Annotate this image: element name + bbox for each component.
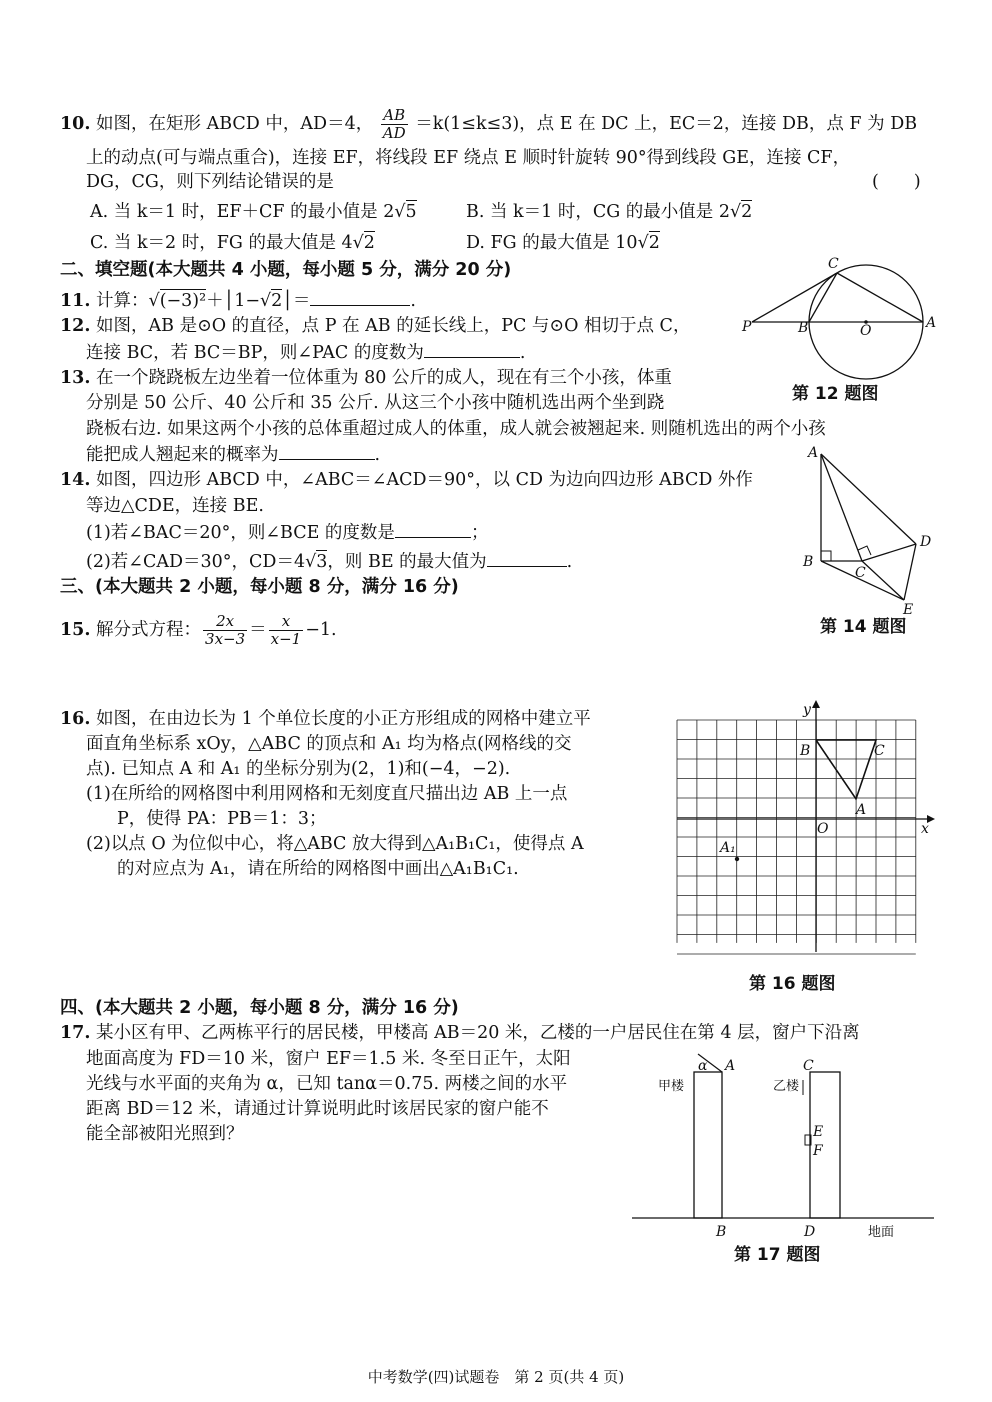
fig17-label-a: A (725, 1058, 736, 1074)
fig16-label-y: y (803, 702, 811, 718)
q10-line2: 上的动点(可与端点重合)，连接 EF，将线段 EF 绕点 E 顺时针旋转 90°得到线段 GE，连接 CF， (86, 148, 851, 168)
q11-line: 11. 计算：√(−3)²＋│1−√2│＝ . (60, 291, 416, 311)
q14-line1: 14. 如图，四边形 ABCD 中，∠ABC＝∠ACD＝90°，以 CD 为边向四边形 ABCD 外作 (60, 470, 753, 490)
fig12-label-p: P (742, 319, 752, 335)
q10-line3: DG，CG，则下列结论错误的是 (86, 172, 334, 192)
q16-sub1a: (1)在所给的网格图中利用网格和无刻度直尺描出边 AB 上一点 (86, 784, 568, 804)
figure-17 (630, 1050, 940, 1260)
q14-sub1: (1)若∠BAC＝20°，则∠BCE 的度数是 ； (86, 523, 489, 543)
q10-option-a: A. 当 k＝1 时，EF＋CF 的最小值是 2√5 (90, 202, 417, 222)
fig12-label-o: O (860, 323, 872, 339)
fig16-label-c: C (874, 743, 885, 759)
fig16-label-a: A (856, 802, 867, 818)
q12-answer-blank[interactable] (424, 341, 520, 358)
fig17-label-yi: 乙楼 (773, 1079, 800, 1094)
figure-12 (740, 255, 940, 375)
fig12-caption: 第 12 题图 (792, 384, 879, 404)
q13-answer-blank[interactable] (279, 443, 375, 460)
q17-line5: 能全部被阳光照到？ (86, 1124, 244, 1144)
q10-fraction: $\frac{AB}{AD}$ (382, 106, 406, 142)
fig14-label-b: B (803, 554, 814, 570)
q16-line1: 16. 如图，在由边长为 1 个单位长度的小正方形组成的网格中建立平 (60, 709, 591, 729)
page-footer: 中考数学(四)试题卷 第 2 页(共 4 页) (367, 1368, 625, 1386)
fig16-label-x: x (921, 821, 929, 837)
q17-line1: 17. 某小区有甲、乙两栋平行的居民楼，甲楼高 AB＝20 米，乙楼的一户居民住在第 4 层，窗户下沿离 (60, 1023, 860, 1043)
fig17-label-d: D (804, 1224, 816, 1240)
fig17-label-e: E (813, 1124, 824, 1140)
q10-option-b: B. 当 k＝1 时，CG 的最小值是 2√2 (466, 202, 753, 222)
q15-line: 15. 解分式方程： $\frac{2x}{3x-3}$ ＝ $\frac{x}{x-1}$ −1. (60, 612, 337, 648)
figure-14 (800, 440, 940, 620)
q16-line2: 面直角坐标系 xOy，△ABC 的顶点和 A₁ 均为格点(网格线的交 (86, 734, 572, 754)
section-3-heading: 三、(本大题共 2 小题，每小题 8 分，满分 16 分) (60, 577, 459, 597)
fig17-label-b: B (716, 1224, 727, 1240)
fig12-label-b: B (798, 320, 809, 336)
q13-line3: 跷板右边. 如果这两个小孩的总体重超过成人的体重，成人就会被翘起来. 则随机选出的两个小孩 (86, 419, 826, 439)
q13-line1: 13. 在一个跷跷板左边坐着一位体重为 80 公斤的成人，现在有三个小孩，体重 (60, 368, 672, 388)
fig17-caption: 第 17 题图 (734, 1245, 821, 1265)
fig16-caption: 第 16 题图 (749, 974, 836, 994)
fig14-label-c: C (855, 565, 866, 581)
q14-sub1-answer-blank[interactable] (395, 521, 471, 538)
section-4-heading: 四、(本大题共 2 小题，每小题 8 分，满分 16 分) (60, 998, 459, 1018)
fig14-label-e: E (903, 602, 914, 618)
q14-sub2-answer-blank[interactable] (487, 550, 567, 567)
q17-line2: 地面高度为 FD＝10 米，窗户 EF＝1.5 米. 冬至日正午，太阳 (86, 1049, 571, 1069)
q12-line1: 12. 如图，AB 是⊙O 的直径，点 P 在 AB 的延长线上，PC 与⊙O 相切于点 C， (60, 316, 691, 336)
figure-16-grid (665, 700, 935, 960)
q10-line1: 10. 如图，在矩形 ABCD 中，AD＝4， $\frac{AB}{AD}$ ＝k(1≤k≤3)，点 E 在 DC 上，EC＝2，连接 DB，点 F 为 DB (60, 106, 918, 142)
q12-line2: 连接 BC，若 BC＝BP，则∠PAC 的度数为 . (86, 343, 526, 363)
fig14-caption: 第 14 题图 (820, 617, 907, 637)
fig16-label-b: B (800, 743, 811, 759)
fig16-label-o: O (817, 821, 829, 837)
fig17-label-jia: 甲楼 (658, 1079, 685, 1094)
q11-answer-blank[interactable] (310, 289, 410, 306)
section-2-heading: 二、填空题(本大题共 4 小题，每小题 5 分，满分 20 分) (60, 260, 512, 280)
fig16-label-a1: A₁ (720, 840, 736, 856)
q16-sub2b: 的对应点为 A₁，请在所给的网格图中画出△A₁B₁C₁. (117, 859, 519, 879)
fig17-label-c: C (803, 1058, 814, 1074)
fig14-label-a: A (808, 445, 819, 461)
fig17-label-ground: 地面 (868, 1225, 895, 1240)
fig14-label-d: D (920, 534, 932, 550)
q13-line2: 分别是 50 公斤、40 公斤和 35 公斤. 从这三个小孩中随机选出两个坐到跷 (86, 393, 665, 413)
q14-line2: 等边△CDE，连接 BE. (86, 496, 264, 516)
q10-answer-bracket: ( ) (872, 172, 921, 192)
fig12-label-c: C (828, 256, 839, 272)
q16-line3: 点). 已知点 A 和 A₁ 的坐标分别为(2，1)和(−4，−2). (86, 759, 511, 779)
q16-sub2a: (2)以点 O 为位似中心，将△ABC 放大得到△A₁B₁C₁，使得点 A (86, 834, 584, 854)
q17-line4: 距离 BD＝12 米，请通过计算说明此时该居民家的窗户能不 (86, 1099, 549, 1119)
q10-option-c: C. 当 k＝2 时，FG 的最大值是 4√2 (90, 233, 375, 253)
q10-option-d: D. FG 的最大值是 10√2 (466, 233, 660, 253)
q14-sub2: (2)若∠CAD＝30°，CD＝4√3，则 BE 的最大值为 . (86, 552, 573, 572)
fig17-label-f: F (813, 1143, 823, 1159)
q13-line4: 能把成人翘起来的概率为 . (86, 445, 381, 465)
q16-sub1b: P，使得 PA：PB＝1：3； (117, 809, 327, 829)
fig12-label-a: A (926, 315, 937, 331)
q17-line3: 光线与水平面的夹角为 α，已知 tanα＝0.75. 两楼之间的水平 (86, 1074, 568, 1094)
fig17-label-alpha: α (698, 1058, 708, 1074)
